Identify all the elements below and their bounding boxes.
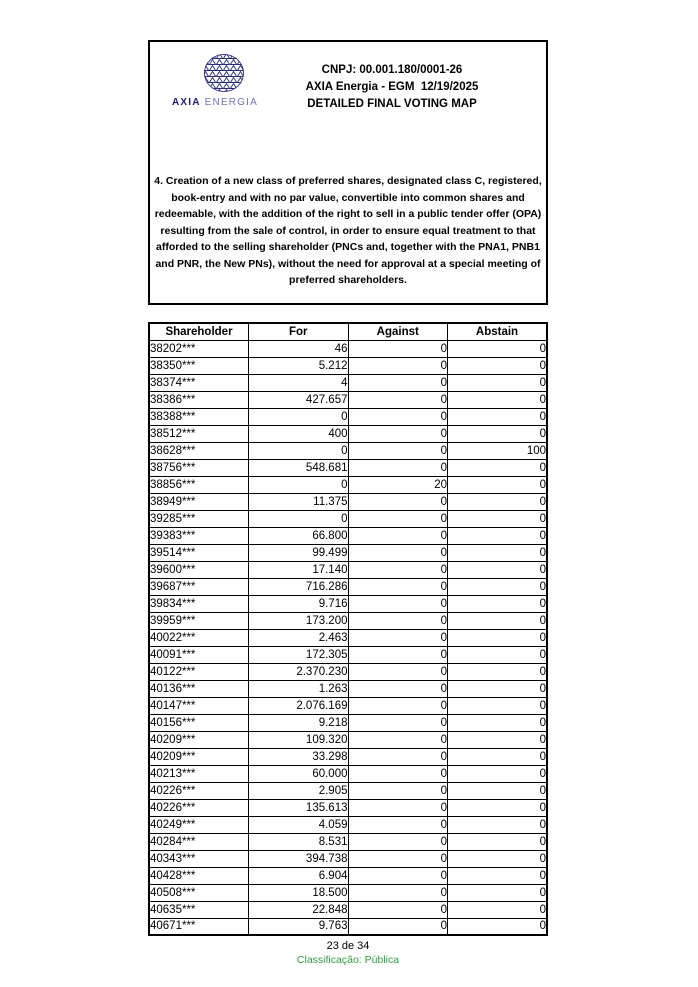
abstain-cell: 0 — [448, 629, 548, 646]
shareholder-cell: 40122*** — [149, 663, 249, 680]
table-row — [149, 408, 547, 425]
against-cell: 0 — [348, 646, 448, 663]
against-cell: 0 — [348, 867, 448, 884]
table-row — [149, 850, 547, 867]
column-header-abstain: Abstain — [448, 323, 548, 340]
against-cell: 0 — [348, 544, 448, 561]
page-footer — [148, 939, 548, 967]
for-cell: 22.848 — [249, 901, 349, 918]
shareholder-cell: 39959*** — [149, 612, 249, 629]
against-cell: 0 — [348, 391, 448, 408]
shareholder-cell: 39514*** — [149, 544, 249, 561]
against-cell: 0 — [348, 595, 448, 612]
company-logo — [166, 53, 264, 108]
abstain-cell: 0 — [448, 867, 548, 884]
table-row — [149, 782, 547, 799]
shareholder-cell: 40671*** — [149, 918, 249, 935]
against-cell: 0 — [348, 884, 448, 901]
abstain-cell: 0 — [448, 374, 548, 391]
for-cell: 0 — [249, 476, 349, 493]
for-cell: 427.657 — [249, 391, 349, 408]
agenda-item-paragraph: 4. Creation of a new class of preferred shares, designated class C, registered, book-entry and with no par value, convertible into common shares and redeemable, with the addition of the right to sell in a public tender offer (OPA) resulting from the sale of control, in order to ensure equal treatment to that afforded to the selling shareholder (PNCs and, together with the PNA1, PNB1 and PNR, the New PNs), without the need for approval at a special meeting of preferred shareholders. — [154, 175, 542, 286]
table-row — [149, 901, 547, 918]
abstain-cell: 0 — [448, 646, 548, 663]
for-cell: 2.463 — [249, 629, 349, 646]
abstain-cell: 0 — [448, 833, 548, 850]
table-row — [149, 578, 547, 595]
against-cell: 0 — [348, 408, 448, 425]
abstain-cell: 0 — [448, 340, 548, 357]
shareholder-cell: 40136*** — [149, 680, 249, 697]
for-cell: 0 — [249, 442, 349, 459]
for-cell: 394.738 — [249, 850, 349, 867]
abstain-cell: 0 — [448, 493, 548, 510]
column-header-for: For — [249, 323, 349, 340]
header-row — [150, 53, 546, 113]
table-row — [149, 884, 547, 901]
table-row — [149, 595, 547, 612]
against-cell: 0 — [348, 527, 448, 544]
shareholder-cell: 40226*** — [149, 782, 249, 799]
table-row — [149, 697, 547, 714]
abstain-cell: 0 — [448, 663, 548, 680]
against-cell: 0 — [348, 765, 448, 782]
shareholder-cell: 40428*** — [149, 867, 249, 884]
abstain-cell: 0 — [448, 595, 548, 612]
shareholder-cell: 39834*** — [149, 595, 249, 612]
document-title: DETAILED FINAL VOTING MAP — [307, 98, 477, 110]
for-cell: 9.716 — [249, 595, 349, 612]
classification-label: Classificação: Pública — [296, 954, 400, 966]
abstain-cell: 100 — [448, 442, 548, 459]
against-cell: 0 — [348, 697, 448, 714]
abstain-cell: 0 — [448, 510, 548, 527]
against-cell: 0 — [348, 442, 448, 459]
table-row — [149, 612, 547, 629]
for-cell: 173.200 — [249, 612, 349, 629]
shareholder-cell: 40209*** — [149, 731, 249, 748]
abstain-cell: 0 — [448, 561, 548, 578]
table-row — [149, 680, 547, 697]
table-row — [149, 442, 547, 459]
against-cell: 0 — [348, 357, 448, 374]
table-row — [149, 833, 547, 850]
abstain-cell: 0 — [448, 391, 548, 408]
cnpj-line: CNPJ: 00.001.180/0001-26 — [321, 64, 463, 76]
against-cell: 0 — [348, 663, 448, 680]
for-cell: 2.370.230 — [249, 663, 349, 680]
table-row — [149, 629, 547, 646]
table-row — [149, 799, 547, 816]
shareholder-cell: 39687*** — [149, 578, 249, 595]
for-cell: 60.000 — [249, 765, 349, 782]
table-row — [149, 510, 547, 527]
table-row — [149, 765, 547, 782]
abstain-cell: 0 — [448, 731, 548, 748]
table-row — [149, 340, 547, 357]
table-row — [149, 493, 547, 510]
abstain-cell: 0 — [448, 612, 548, 629]
against-cell: 0 — [348, 731, 448, 748]
for-cell: 33.298 — [249, 748, 349, 765]
table-row — [149, 544, 547, 561]
table-row — [149, 918, 547, 935]
shareholder-cell: 40635*** — [149, 901, 249, 918]
for-cell: 6.904 — [249, 867, 349, 884]
for-cell: 135.613 — [249, 799, 349, 816]
against-cell: 0 — [348, 901, 448, 918]
abstain-cell: 0 — [448, 850, 548, 867]
abstain-cell: 0 — [448, 799, 548, 816]
shareholder-cell: 38388*** — [149, 408, 249, 425]
abstain-cell: 0 — [448, 680, 548, 697]
shareholder-cell: 40147*** — [149, 697, 249, 714]
brand-wordmark — [166, 97, 264, 108]
for-cell: 99.499 — [249, 544, 349, 561]
abstain-cell: 0 — [448, 748, 548, 765]
for-cell: 0 — [249, 408, 349, 425]
shareholder-cell: 40284*** — [149, 833, 249, 850]
against-cell: 0 — [348, 782, 448, 799]
brand-energia-text: ENERGIA — [204, 97, 259, 108]
shareholder-cell: 40091*** — [149, 646, 249, 663]
shareholder-cell: 38856*** — [149, 476, 249, 493]
column-header-shareholder: Shareholder — [149, 323, 249, 340]
abstain-cell: 0 — [448, 901, 548, 918]
table-row — [149, 816, 547, 833]
abstain-cell: 0 — [448, 816, 548, 833]
against-cell: 0 — [348, 374, 448, 391]
for-cell: 2.076.169 — [249, 697, 349, 714]
shareholder-cell: 38374*** — [149, 374, 249, 391]
shareholder-cell: 40156*** — [149, 714, 249, 731]
abstain-cell: 0 — [448, 782, 548, 799]
for-cell: 109.320 — [249, 731, 349, 748]
against-cell: 0 — [348, 561, 448, 578]
for-cell: 11.375 — [249, 493, 349, 510]
against-cell: 0 — [348, 578, 448, 595]
table-row — [149, 646, 547, 663]
abstain-cell: 0 — [448, 425, 548, 442]
for-cell: 17.140 — [249, 561, 349, 578]
table-row — [149, 391, 547, 408]
shareholder-cell: 40508*** — [149, 884, 249, 901]
table-row — [149, 357, 547, 374]
for-cell: 5.212 — [249, 357, 349, 374]
against-cell: 0 — [348, 612, 448, 629]
table-row — [149, 663, 547, 680]
for-cell: 4 — [249, 374, 349, 391]
against-cell: 0 — [348, 680, 448, 697]
shareholder-cell: 38350*** — [149, 357, 249, 374]
shareholder-cell: 38628*** — [149, 442, 249, 459]
against-cell: 0 — [348, 748, 448, 765]
shareholder-cell: 40343*** — [149, 850, 249, 867]
abstain-cell: 0 — [448, 357, 548, 374]
shareholder-cell: 40209*** — [149, 748, 249, 765]
shareholder-cell: 39285*** — [149, 510, 249, 527]
column-header-against: Against — [348, 323, 448, 340]
table-row — [149, 748, 547, 765]
shareholder-cell: 38949*** — [149, 493, 249, 510]
abstain-cell: 0 — [448, 765, 548, 782]
brand-axia-text: AXIA — [171, 97, 201, 108]
against-cell: 0 — [348, 510, 448, 527]
for-cell: 4.059 — [249, 816, 349, 833]
against-cell: 0 — [348, 816, 448, 833]
for-cell: 1.263 — [249, 680, 349, 697]
table-row — [149, 714, 547, 731]
page-number: 23 de 34 — [326, 940, 370, 952]
against-cell: 0 — [348, 629, 448, 646]
table-row — [149, 425, 547, 442]
against-cell: 0 — [348, 425, 448, 442]
abstain-cell: 0 — [448, 578, 548, 595]
shareholder-cell: 38756*** — [149, 459, 249, 476]
shareholder-cell: 38512*** — [149, 425, 249, 442]
abstain-cell: 0 — [448, 408, 548, 425]
for-cell: 8.531 — [249, 833, 349, 850]
abstain-cell: 0 — [448, 459, 548, 476]
shareholder-cell: 40249*** — [149, 816, 249, 833]
abstain-cell: 0 — [448, 527, 548, 544]
against-cell: 20 — [348, 476, 448, 493]
abstain-cell: 0 — [448, 697, 548, 714]
table-header-row — [149, 323, 547, 340]
for-cell: 716.286 — [249, 578, 349, 595]
table-row — [149, 867, 547, 884]
table-row — [149, 561, 547, 578]
meeting-line: AXIA Energia - EGM 12/19/2025 — [305, 81, 479, 93]
document-header-text — [264, 53, 546, 113]
abstain-cell: 0 — [448, 918, 548, 935]
against-cell: 0 — [348, 850, 448, 867]
for-cell: 9.763 — [249, 918, 349, 935]
shareholder-cell: 40226*** — [149, 799, 249, 816]
against-cell: 0 — [348, 340, 448, 357]
for-cell: 548.681 — [249, 459, 349, 476]
table-row — [149, 459, 547, 476]
document-header-box — [148, 40, 548, 305]
abstain-cell: 0 — [448, 476, 548, 493]
shareholder-cell: 40022*** — [149, 629, 249, 646]
triangulated-globe-icon — [184, 53, 264, 95]
table-row — [149, 374, 547, 391]
table-row — [149, 476, 547, 493]
table-row — [149, 527, 547, 544]
shareholder-cell: 38386*** — [149, 391, 249, 408]
abstain-cell: 0 — [448, 714, 548, 731]
voting-table — [148, 322, 548, 936]
for-cell: 66.800 — [249, 527, 349, 544]
against-cell: 0 — [348, 833, 448, 850]
against-cell: 0 — [348, 714, 448, 731]
against-cell: 0 — [348, 459, 448, 476]
shareholder-cell: 38202*** — [149, 340, 249, 357]
for-cell: 0 — [249, 510, 349, 527]
abstain-cell: 0 — [448, 544, 548, 561]
shareholder-cell: 40213*** — [149, 765, 249, 782]
against-cell: 0 — [348, 493, 448, 510]
against-cell: 0 — [348, 918, 448, 935]
against-cell: 0 — [348, 799, 448, 816]
shareholder-cell: 39383*** — [149, 527, 249, 544]
for-cell: 172.305 — [249, 646, 349, 663]
for-cell: 9.218 — [249, 714, 349, 731]
for-cell: 400 — [249, 425, 349, 442]
for-cell: 2.905 — [249, 782, 349, 799]
table-row — [149, 731, 547, 748]
document-sheet — [148, 40, 548, 967]
for-cell: 18.500 — [249, 884, 349, 901]
table-body — [149, 340, 547, 935]
shareholder-cell: 39600*** — [149, 561, 249, 578]
abstain-cell: 0 — [448, 884, 548, 901]
for-cell: 46 — [249, 340, 349, 357]
